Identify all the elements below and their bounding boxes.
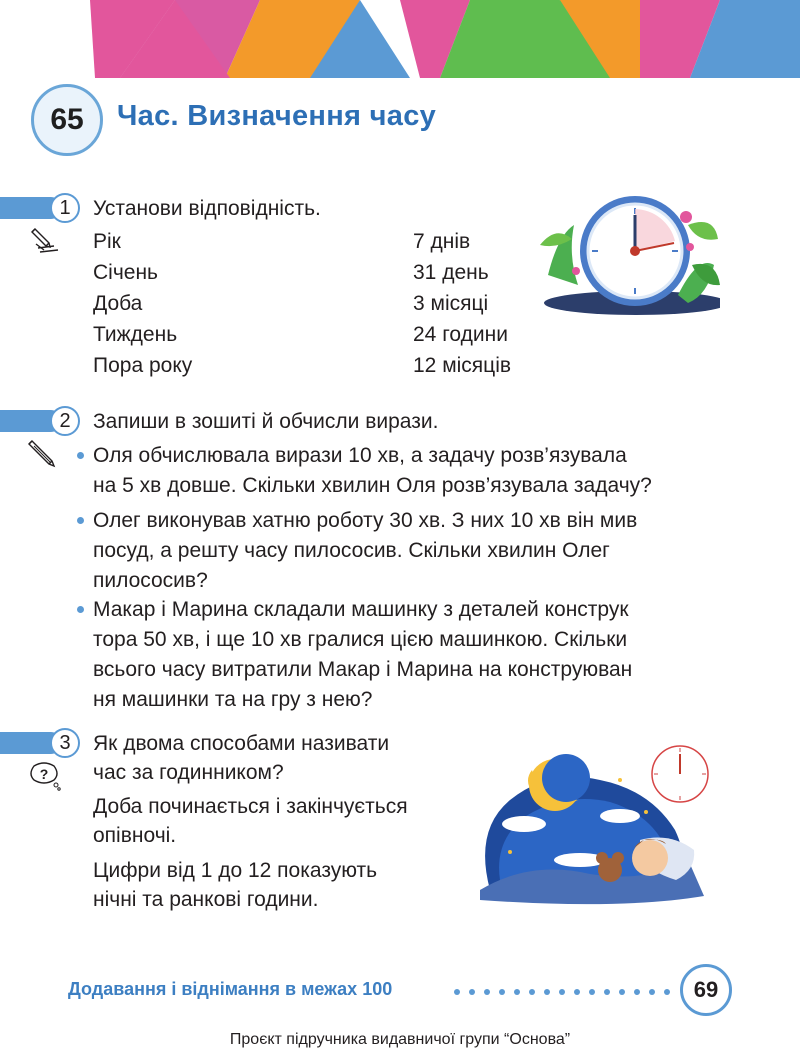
match-left-item: Січень (93, 261, 158, 284)
task-3-fact-line: опівночі. (93, 824, 177, 847)
problem-3-line: Макар і Марина складали машинку з деталей конструк (93, 598, 629, 621)
question-bubble-icon (26, 760, 62, 792)
task-3-question-line: Як двома способами називати (93, 732, 390, 755)
publisher-credit: Проєкт підручника видавничої групи “Основа” (229, 1031, 571, 1048)
footer-dots (453, 988, 678, 996)
task-2-number: 2 (50, 406, 80, 436)
match-right-item: 12 місяців (413, 354, 512, 377)
match-left-item: Тиждень (93, 323, 178, 346)
problem-2-line: пилососив? (93, 569, 208, 592)
match-left-item: Рік (93, 230, 121, 253)
pencil-icon (28, 226, 62, 256)
problem-3-line: тора 50 хв, і ще 10 хв гралися цією машинкою. Скільки (93, 628, 628, 651)
match-right-item: 24 години (413, 323, 508, 346)
bullet (77, 517, 84, 524)
task-3-fact-line: Доба починається і закінчується (93, 795, 408, 818)
footer-topic: Додавання і віднімання в межах 100 (68, 979, 393, 999)
bullet (77, 452, 84, 459)
task-3-number: 3 (50, 728, 80, 758)
problem-3-line: всього часу витратили Макар і Марина на конструюван (93, 658, 633, 681)
match-right-item: 3 місяці (413, 292, 489, 315)
match-left-item: Доба (93, 292, 143, 315)
lesson-number-badge: 65 (31, 84, 103, 156)
task-1-instruction: Установи відповідність. (93, 197, 321, 220)
match-right-item: 7 днів (413, 230, 471, 253)
decorative-banner (0, 0, 800, 78)
task-1-number: 1 (50, 193, 80, 223)
match-right-item: 31 день (413, 261, 489, 284)
page-number: 69 (680, 964, 732, 1016)
task-3-fact-line: Цифри від 1 до 12 показують (93, 859, 378, 882)
lesson-title: Час. Визначення часу (117, 100, 437, 132)
task-2-instruction: Запиши в зошиті й обчисли вирази. (93, 410, 439, 433)
problem-1-line: на 5 хв довше. Скільки хвилин Оля розв’язувала задачу? (93, 474, 652, 497)
problem-2-line: Олег виконував хатню роботу 30 хв. З них 10 хв він мив (93, 509, 638, 532)
svg-text:?: ? (39, 766, 49, 782)
problem-3-line: ня машинки та на гру з нею? (93, 688, 373, 711)
pencil-icon (25, 440, 61, 472)
clock-illustration (538, 195, 720, 315)
match-left-item: Пора року (93, 354, 193, 377)
task-3-question-line: час за годинником? (93, 761, 284, 784)
task-3-fact-line: нічні та ранкові години. (93, 888, 319, 911)
bullet (77, 606, 84, 613)
problem-2-line: посуд, а решту часу пилососив. Скільки хвилин Олег (93, 539, 610, 562)
problem-1-line: Оля обчислювала вирази 10 хв, а задачу розв’язувала (93, 444, 627, 467)
sleeping-child-illustration (470, 740, 710, 910)
